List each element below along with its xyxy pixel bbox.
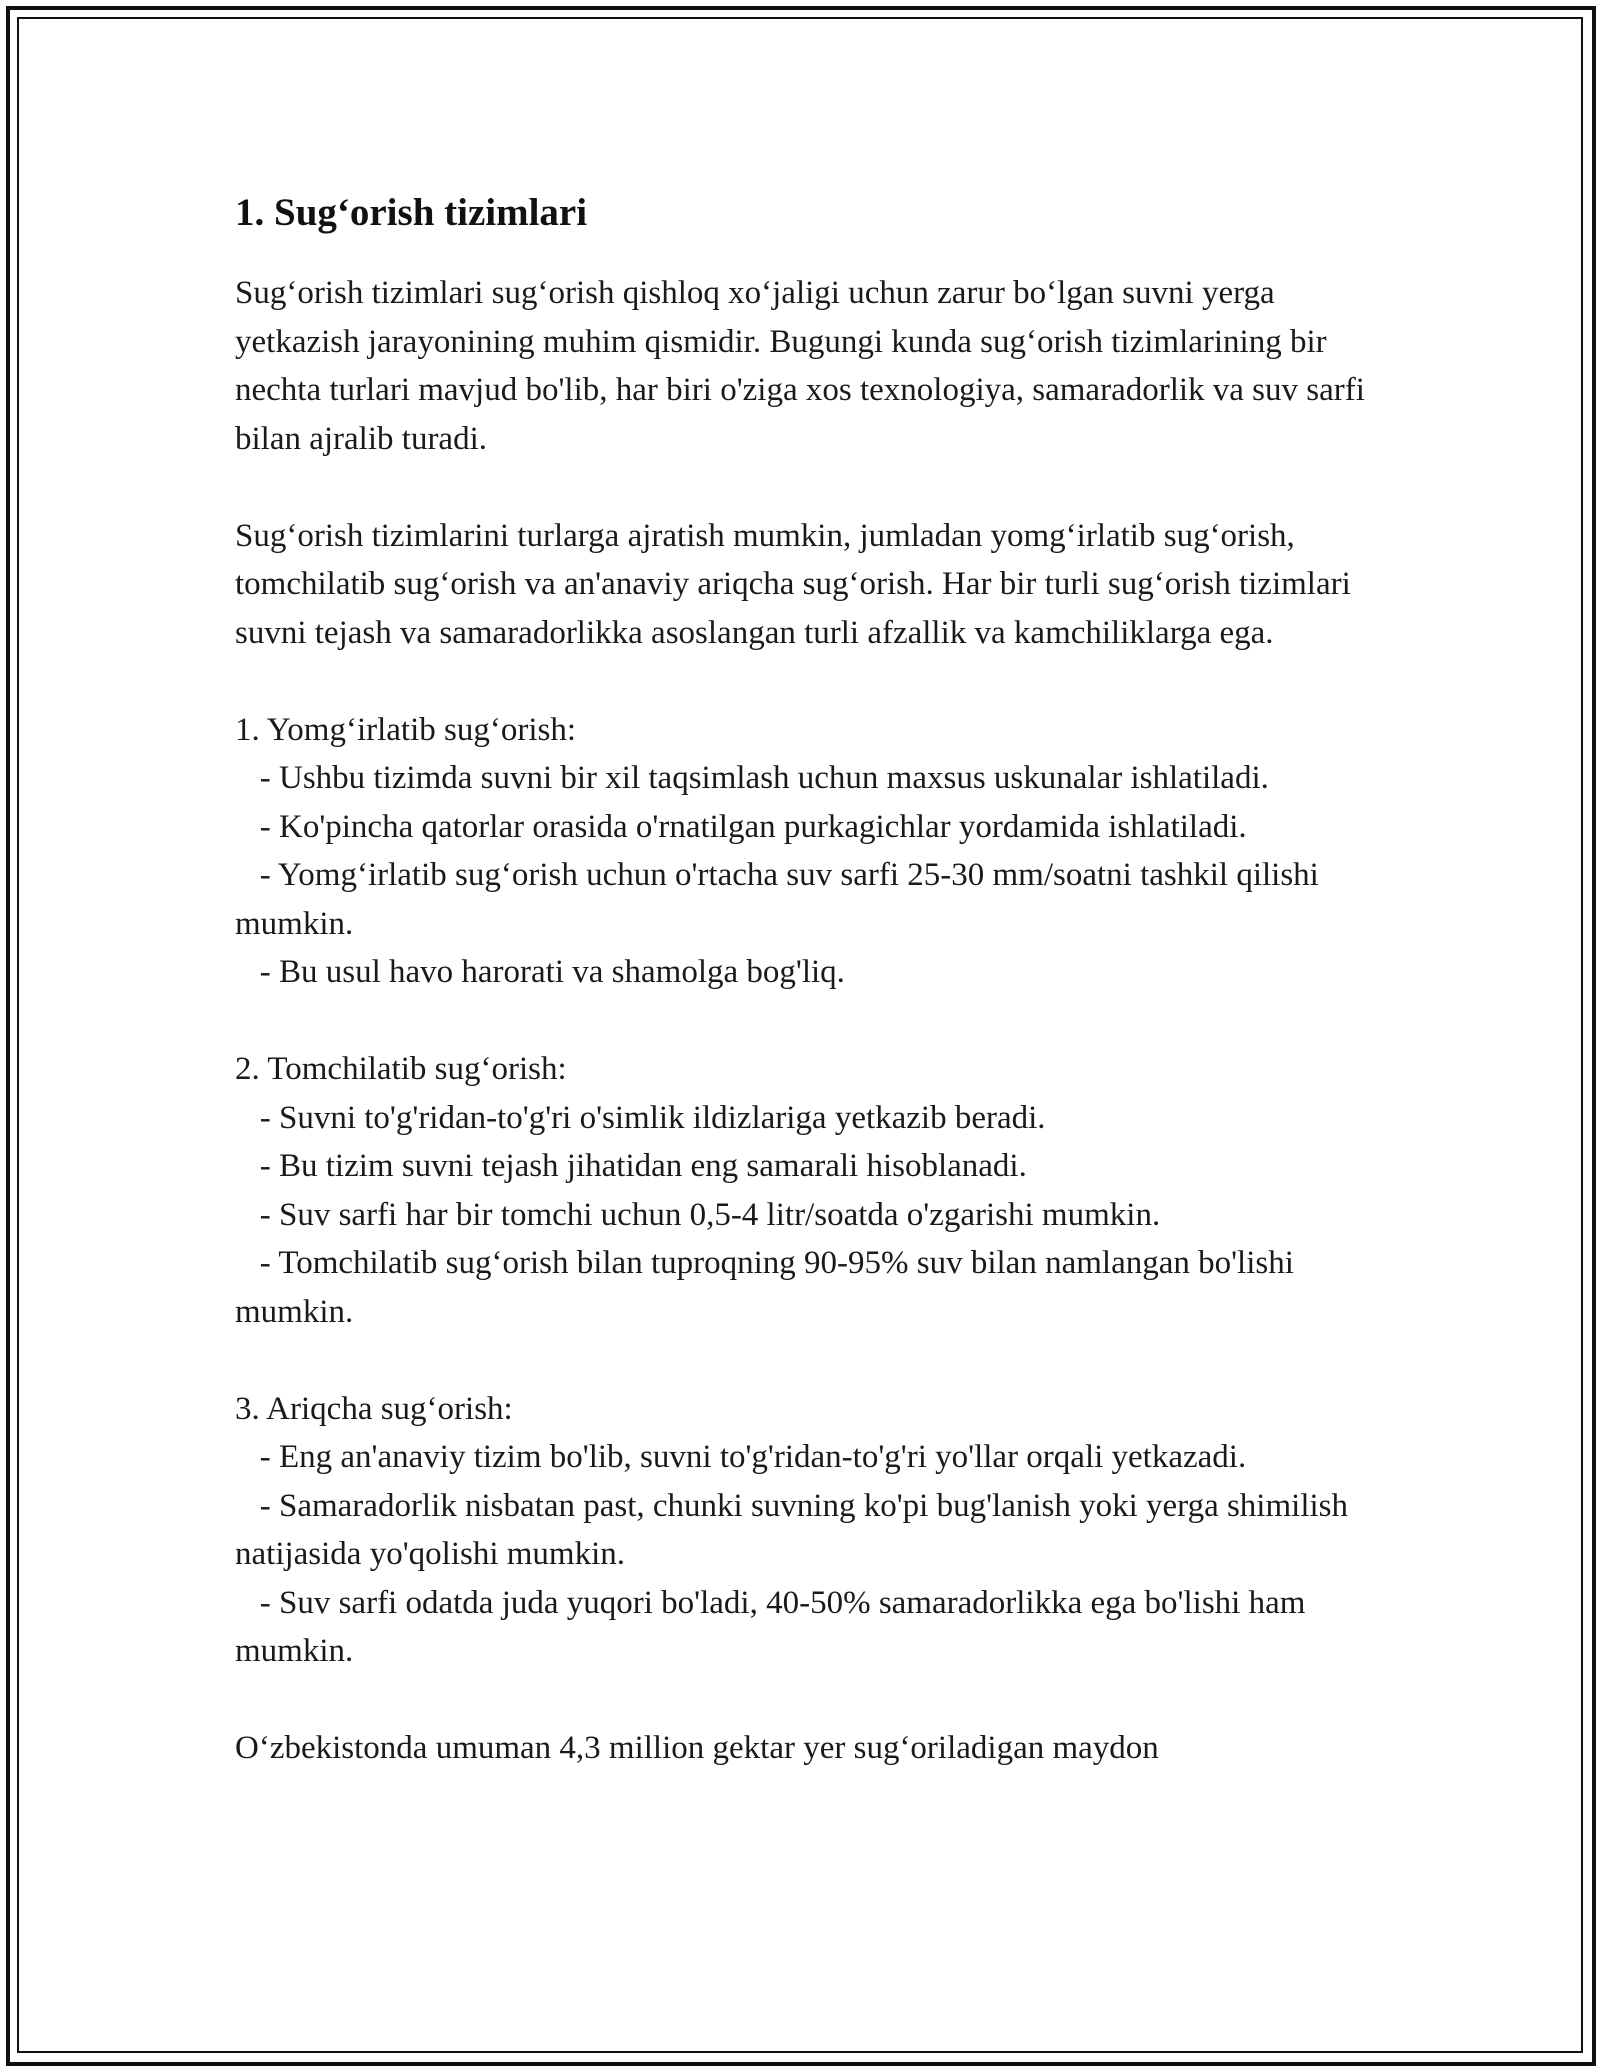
closing-paragraph: O‘zbekistonda umuman 4,3 million gektar yer sug‘oriladigan maydon: [235, 1730, 1159, 1766]
section-title: 3. Ariqcha sug‘orish:: [235, 1390, 513, 1427]
document-body: [235, 185, 1375, 1773]
list-item: - Suv sarfi odatda juda yuqori bo'ladi, 40-50% samaradorlikka ega bo'lishi ham mumkin.: [235, 1584, 1314, 1669]
types-paragraph: Sug‘orish tizimlarini turlarga ajratish mumkin, jumladan yomg‘irlatib sug‘orish, tomchilatib sug‘orish va an'anaviy ariqcha sug‘orish. Har bir turli sug‘orish tizimlari suvni tejash va samaradorlikka asoslangan turli afzallik va kamchiliklarga ega.: [235, 517, 1360, 651]
list-item: - Tomchilatib sug‘orish bilan tuproqning 90-95% suv bilan namlangan bo'lishi mumkin.: [235, 1245, 1303, 1330]
section-heading: 1. Sug‘orish tizimlari: [235, 191, 588, 234]
section-title: 1. Yomg‘irlatib sug‘orish:: [235, 711, 577, 748]
paragraph-gap: [235, 1336, 1375, 1385]
list-item: - Samaradorlik nisbatan past, chunki suvning ko'pi bug'lanish yoki yerga shimilish natijasida yo'qolishi mumkin.: [235, 1487, 1357, 1572]
paragraph-gap: [235, 463, 1375, 512]
list-item: - Ushbu tizimda suvni bir xil taqsimlash uchun maxsus uskunalar ishlatiladi.: [235, 760, 1269, 796]
list-item: - Suv sarfi har bir tomchi uchun 0,5-4 litr/soatda o'zgarishi mumkin.: [235, 1196, 1161, 1233]
intro-paragraph: Sug‘orish tizimlari sug‘orish qishloq xo‘jaligi uchun zarur bo‘lgan suvni yerga yetkazish jarayonining muhim qismidir. Bugungi kunda sug‘orish tizimlarining bir nechta turlari mavjud bo'lib, har biri o'ziga xos texnologiya, samaradorlik va suv sarfi bilan ajralib turadi.: [235, 275, 1374, 457]
list-item: - Eng an'anaviy tizim bo'lib, suvni to'g'ridan-to'g'ri yo'llar orqali yetkazadi.: [235, 1439, 1247, 1475]
list-item: - Bu tizim suvni tejash jihatidan eng samarali hisoblanadi.: [235, 1148, 1027, 1184]
list-item: - Bu usul havo harorati va shamolga bog'liq.: [235, 954, 845, 990]
list-item: - Suvni to'g'ridan-to'g'ri o'simlik ildizlariga yetkazib beradi.: [235, 1099, 1046, 1136]
paragraph-gap: [235, 1676, 1375, 1725]
paragraph-gap: [235, 997, 1375, 1046]
section-drip: [235, 1045, 1375, 1336]
section-sprinkler: [235, 706, 1375, 997]
section-title: 2. Tomchilatib sug‘orish:: [235, 1051, 567, 1087]
section-furrow: [235, 1385, 1375, 1676]
paragraph-gap: [235, 657, 1375, 706]
list-item: - Yomg‘irlatib sug‘orish uchun o'rtacha suv sarfi 25-30 mm/soatni tashkil qilishi mumkin.: [235, 857, 1328, 942]
list-item: - Ko'pincha qatorlar orasida o'rnatilgan purkagichlar yordamida ishlatiladi.: [235, 808, 1247, 845]
